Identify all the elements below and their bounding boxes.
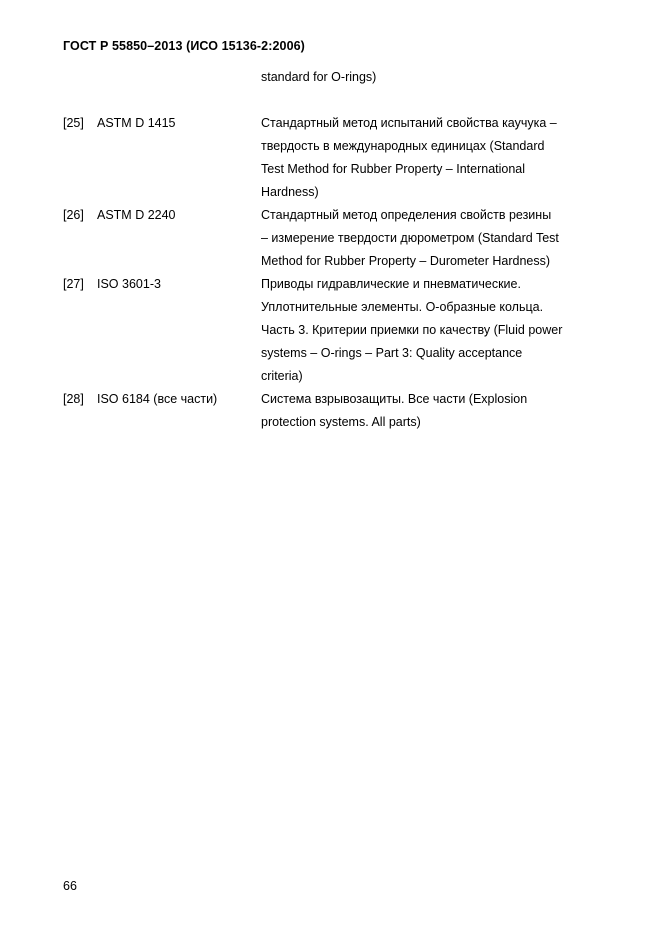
page-number: 66 (63, 879, 77, 893)
reference-number: [26] (63, 208, 84, 222)
reference-code: ISO 3601-3 (97, 277, 161, 291)
desc-line: standard for O-rings) (261, 70, 377, 84)
reference-26 (63, 204, 603, 273)
desc-line: systems – O-rings – Part 3: Quality acceptance (261, 346, 523, 360)
desc-line: Часть 3. Критерии приемки по качеству (Fluid power (261, 323, 563, 337)
bibliography-list (63, 66, 603, 434)
reference-28 (63, 388, 603, 434)
page-header-title: ГОСТ Р 55850–2013 (ИСО 15136-2:2006) (63, 39, 305, 53)
desc-line: Test Method for Rubber Property – International (261, 162, 526, 176)
reference-description (261, 388, 591, 434)
reference-25 (63, 112, 603, 204)
desc-line: Уплотнительные элементы. O-образные кольца. (261, 300, 544, 314)
desc-line: criteria) (261, 369, 303, 383)
desc-line: твердость в международных единицах (Standard (261, 139, 545, 153)
desc-line: Приводы гидравлические и пневматические. (261, 277, 521, 291)
reference-code: ASTM D 2240 (97, 208, 176, 222)
continuation-row (63, 66, 603, 89)
continuation-text (261, 66, 591, 89)
reference-code: ISO 6184 (все части) (97, 392, 218, 406)
desc-line: Стандартный метод испытаний свойства каучука – (261, 116, 557, 130)
reference-number: [25] (63, 116, 84, 130)
reference-description (261, 112, 591, 204)
desc-line: protection systems. All parts) (261, 415, 421, 429)
reference-number: [28] (63, 392, 84, 406)
desc-line: Система взрывозащиты. Все части (Explosion (261, 392, 528, 406)
reference-27 (63, 273, 603, 388)
desc-line: Hardness) (261, 185, 319, 199)
desc-line: – измерение твердости дюрометром (Standard Test (261, 231, 559, 245)
reference-description (261, 273, 591, 388)
desc-line: Method for Rubber Property – Durometer Hardness) (261, 254, 551, 268)
reference-code: ASTM D 1415 (97, 116, 176, 130)
reference-description (261, 204, 591, 273)
reference-number: [27] (63, 277, 84, 291)
desc-line: Стандартный метод определения свойств резины (261, 208, 552, 222)
